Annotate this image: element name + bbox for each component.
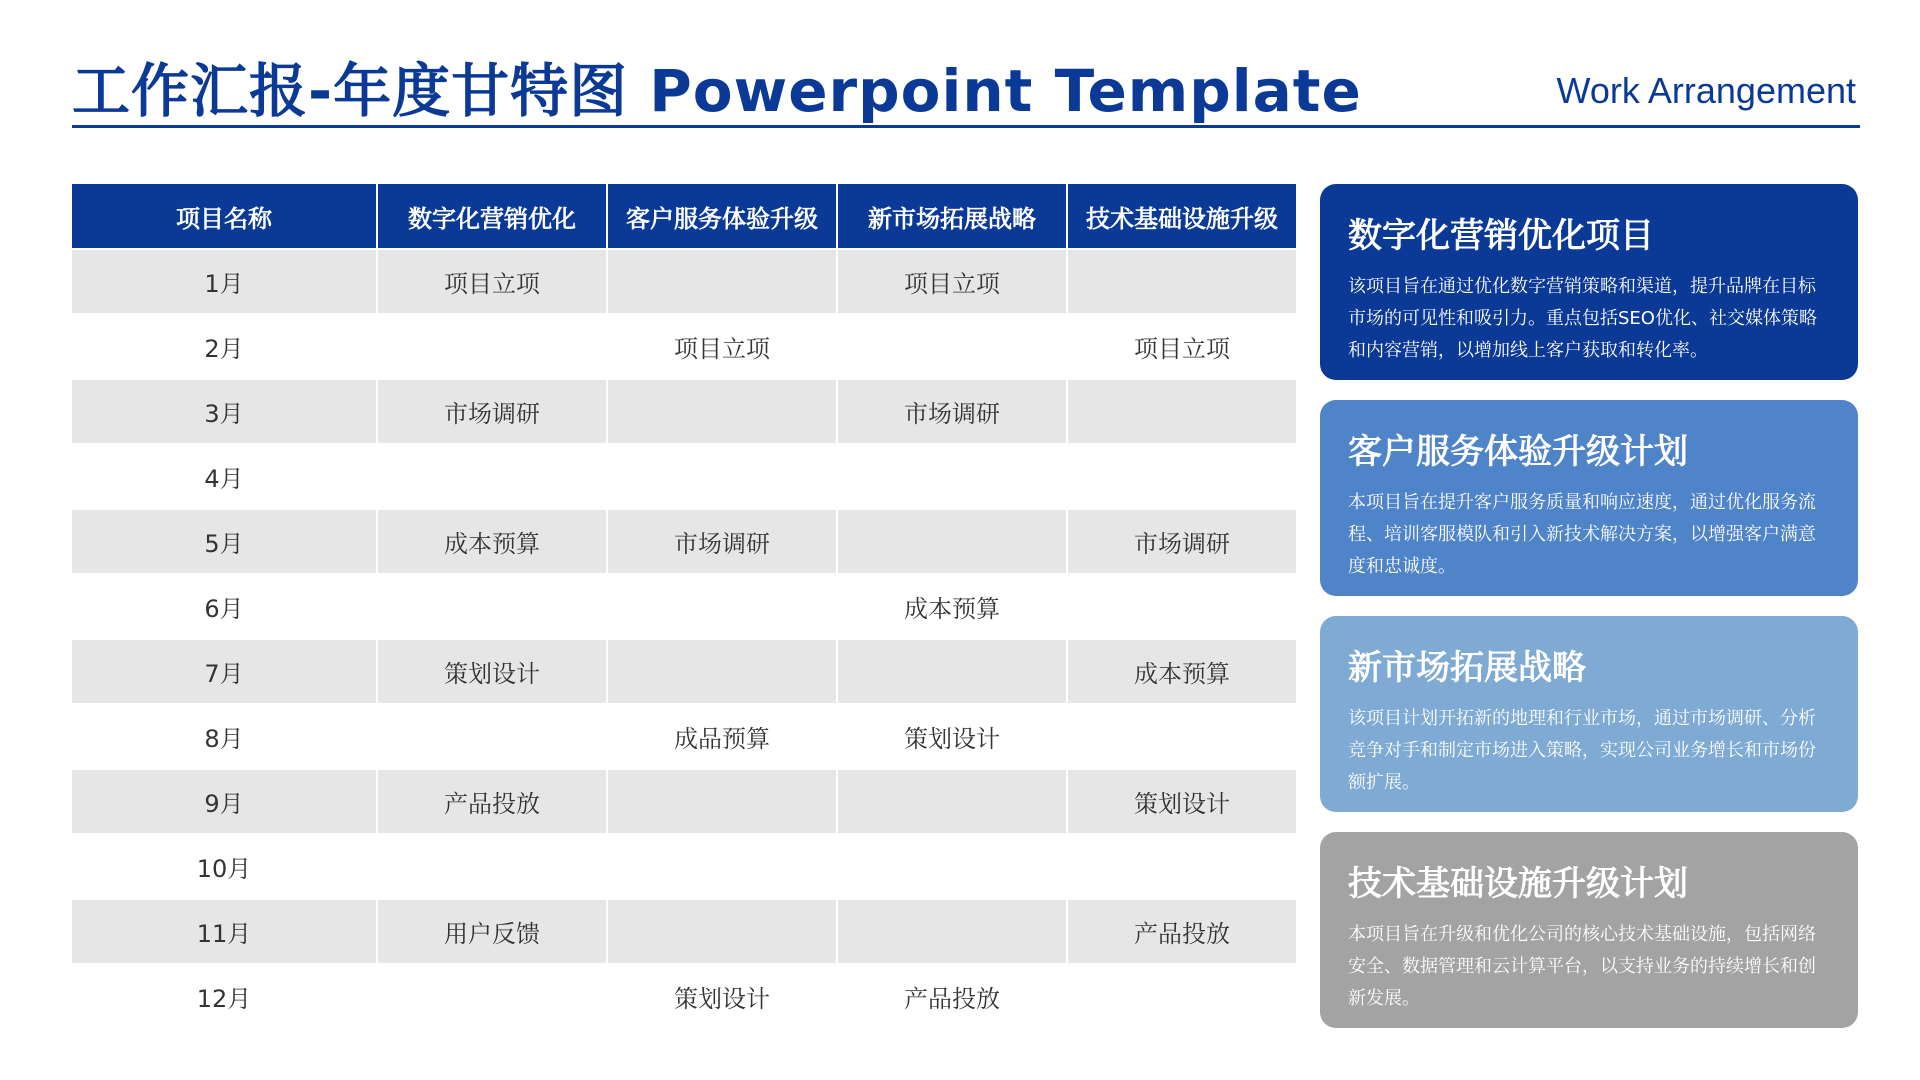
table-cell: 策划设计 — [378, 640, 606, 703]
project-card — [1320, 616, 1858, 812]
table-cell — [1068, 575, 1296, 638]
table-row — [72, 900, 1296, 963]
month-cell: 9月 — [72, 770, 376, 833]
table-cell: 项目立项 — [1134, 335, 1230, 363]
table-cell — [838, 900, 1066, 963]
month-cell: 6月 — [204, 595, 244, 623]
table-row — [72, 770, 1296, 833]
table-cell — [608, 640, 836, 703]
table-cell — [378, 315, 606, 378]
table-cell — [608, 770, 836, 833]
month-cell: 2月 — [204, 335, 244, 363]
card-description: 本项目旨在升级和优化公司的核心技术基础设施，包括网络安全、数据管理和云计算平台，以支持业务的持续增长和创新发展。 — [1348, 924, 1816, 1009]
table-cell — [378, 965, 606, 1028]
table-cell: 成本预算 — [378, 510, 606, 573]
table-row — [72, 640, 1296, 703]
table-cell: 策划设计 — [904, 725, 1000, 753]
project-card — [1320, 400, 1858, 596]
card-title: 数字化营销优化项目 — [1348, 216, 1654, 256]
table-cell — [608, 835, 836, 898]
table-cell — [1068, 705, 1296, 768]
month-cell: 8月 — [204, 725, 244, 753]
month-cell: 12月 — [196, 985, 252, 1013]
table-cell — [378, 705, 606, 768]
table-cell: 市场调研 — [838, 380, 1066, 443]
table-cell — [1068, 445, 1296, 508]
table-cell: 产品投放 — [904, 985, 1000, 1013]
table-cell — [838, 640, 1066, 703]
gantt-table — [72, 184, 1296, 1028]
table-cell: 市场调研 — [378, 380, 606, 443]
table-row — [72, 575, 1296, 638]
table-cell: 项目立项 — [378, 250, 606, 313]
table-cell — [838, 770, 1066, 833]
table-cell: 策划设计 — [674, 985, 770, 1013]
card-description: 本项目旨在提升客户服务质量和响应速度，通过优化服务流程、培训客服模队和引入新技术解决方案，以增强客户满意度和忠诚度。 — [1348, 492, 1816, 577]
table-cell: 成本预算 — [904, 595, 1000, 623]
card-title: 客户服务体验升级计划 — [1348, 432, 1688, 472]
table-cell — [1068, 965, 1296, 1028]
table-cell — [608, 900, 836, 963]
table-cell: 产品投放 — [378, 770, 606, 833]
project-cards — [1320, 184, 1858, 1048]
table-cell: 项目立项 — [674, 335, 770, 363]
month-cell: 11月 — [72, 900, 376, 963]
project-card — [1320, 832, 1858, 1028]
month-cell: 4月 — [204, 465, 244, 493]
table-cell — [378, 575, 606, 638]
card-title: 新市场拓展战略 — [1348, 648, 1586, 688]
card-title: 技术基础设施升级计划 — [1348, 864, 1688, 904]
project-card — [1320, 184, 1858, 380]
column-header: 数字化营销优化 — [378, 184, 606, 248]
table-body — [72, 250, 1296, 1028]
table-cell — [608, 445, 836, 508]
month-cell: 5月 — [72, 510, 376, 573]
table-row — [72, 510, 1296, 573]
table-cell: 项目立项 — [838, 250, 1066, 313]
table-row — [72, 315, 1296, 378]
column-header: 技术基础设施升级 — [1068, 184, 1296, 248]
month-cell: 7月 — [72, 640, 376, 703]
table-row — [72, 380, 1296, 443]
month-cell: 3月 — [72, 380, 376, 443]
table-header — [72, 184, 1296, 248]
table-row — [72, 250, 1296, 313]
table-cell — [378, 835, 606, 898]
table-cell: 市场调研 — [608, 510, 836, 573]
page-subtitle: Work Arrangement — [1556, 70, 1856, 111]
table-cell: 市场调研 — [1068, 510, 1296, 573]
column-header: 客户服务体验升级 — [608, 184, 836, 248]
header-divider — [72, 125, 1860, 128]
table-cell — [378, 445, 606, 508]
table-cell — [608, 575, 836, 638]
table-cell — [1068, 380, 1296, 443]
table-cell: 成本预算 — [1068, 640, 1296, 703]
month-cell: 1月 — [72, 250, 376, 313]
page-title: 工作汇报-年度甘特图 Powerpoint Template — [72, 57, 1362, 125]
table-cell — [1068, 250, 1296, 313]
column-header: 项目名称 — [72, 184, 376, 248]
column-header: 新市场拓展战略 — [838, 184, 1066, 248]
table-cell — [608, 250, 836, 313]
table-cell: 产品投放 — [1068, 900, 1296, 963]
card-description: 该项目旨在通过优化数字营销策略和渠道，提升品牌在目标市场的可见性和吸引力。重点包括SEO优化、社交媒体策略和内容营销，以增加线上客户获取和转化率。 — [1348, 276, 1817, 361]
table-cell — [608, 380, 836, 443]
table-cell: 策划设计 — [1068, 770, 1296, 833]
table-cell — [1068, 835, 1296, 898]
table-row — [72, 705, 1296, 768]
table-row — [72, 445, 1296, 508]
table-cell: 成品预算 — [674, 725, 770, 753]
month-cell: 10月 — [196, 855, 252, 883]
card-description: 该项目计划开拓新的地理和行业市场，通过市场调研、分析竞争对手和制定市场进入策略，实现公司业务增长和市场份额扩展。 — [1348, 708, 1816, 793]
table-cell — [838, 510, 1066, 573]
table-row — [72, 965, 1296, 1028]
table-cell: 用户反馈 — [378, 900, 606, 963]
table-cell — [838, 835, 1066, 898]
table-row — [72, 835, 1296, 898]
table-cell — [838, 445, 1066, 508]
table-cell — [838, 315, 1066, 378]
